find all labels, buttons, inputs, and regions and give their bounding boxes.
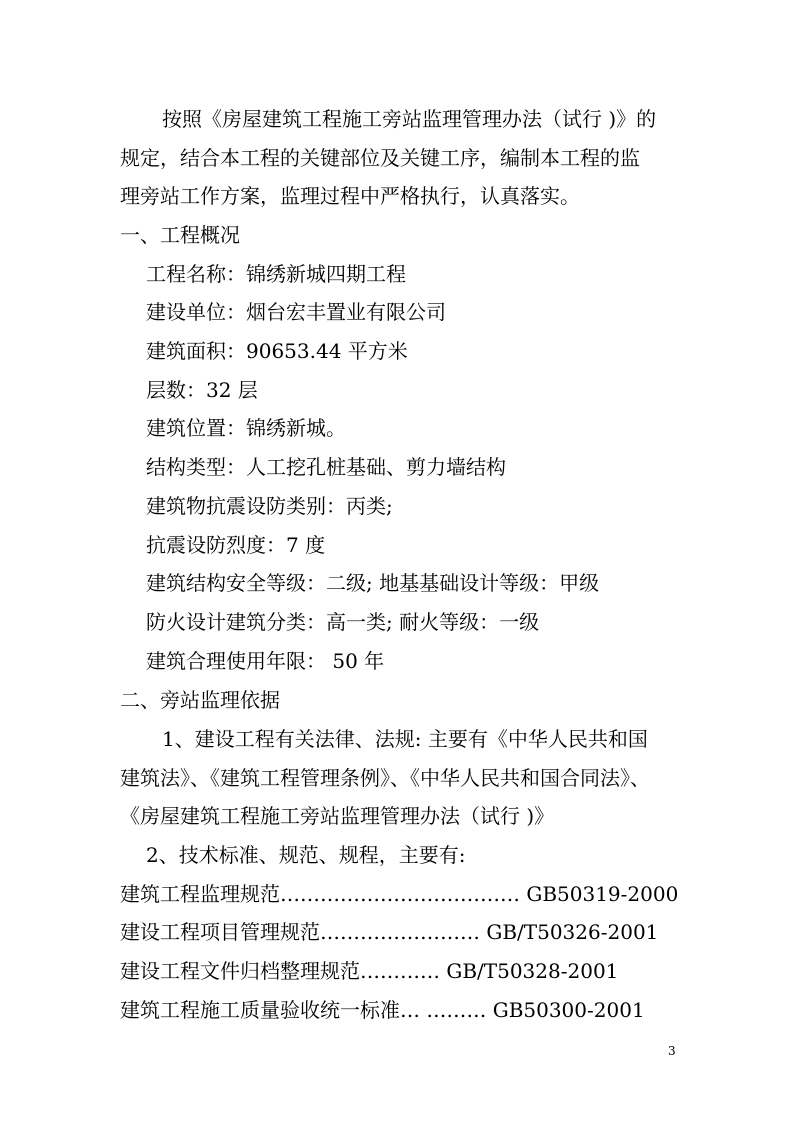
seismic-category: 建筑物抗震设防类别：丙类; — [146, 494, 393, 518]
structure-type: 结构类型：人工挖孔桩基础、剪力墙结构 — [146, 455, 506, 479]
basis-p1-line-3: 《房屋建筑工程施工旁站监理管理办法（试行 )》 — [120, 804, 555, 828]
basis-p1-line-1: 1、建设工程有关法律、法规: 主要有《中华人民共和国 — [162, 727, 648, 751]
service-life: 建筑合理使用年限： 50 年 — [146, 649, 385, 673]
page-number: 3 — [668, 1044, 676, 1058]
intro-line-1: 按照《房屋建筑工程施工旁站监理管理办法（试行 )》的 — [162, 107, 657, 131]
section-2-heading: 二、旁站监理依据 — [120, 688, 280, 712]
project-name: 工程名称：锦绣新城四期工程 — [146, 262, 406, 286]
standard-item: 建设工程项目管理规范…………………… GB/T50326-2001 — [120, 920, 659, 944]
standard-item: 建筑工程监理规范……………………………… GB50319-2000 — [120, 882, 679, 906]
building-area: 建筑面积：90653.44 平方米 — [146, 339, 408, 363]
building-location: 建筑位置：锦绣新城。 — [146, 416, 346, 440]
seismic-intensity: 抗震设防烈度：7 度 — [146, 533, 326, 557]
intro-line-3: 理旁站工作方案，监理过程中严格执行，认真落实。 — [120, 184, 580, 208]
safety-grade: 建筑结构安全等级：二级; 地基基础设计等级：甲级 — [146, 571, 600, 595]
fire-classification: 防火设计建筑分类：高一类; 耐火等级：一级 — [146, 610, 540, 634]
developer: 建设单位：烟台宏丰置业有限公司 — [146, 300, 446, 324]
basis-p1-line-2: 建筑法》、《建筑工程管理条例》、《中华人民共和国合同法》、 — [120, 766, 650, 790]
intro-line-2: 规定，结合本工程的关键部位及关键工序，编制本工程的监 — [120, 146, 640, 170]
basis-p2: 2、技术标准、规范、规程，主要有: — [146, 843, 466, 867]
floor-count: 层数：32 层 — [146, 378, 258, 402]
standard-item: 建筑工程施工质量验收统一标准… ……… GB50300-2001 — [120, 998, 645, 1022]
section-1-heading: 一、工程概况 — [120, 223, 240, 247]
standard-item: 建设工程文件归档整理规范………… GB/T50328-2001 — [120, 959, 619, 983]
